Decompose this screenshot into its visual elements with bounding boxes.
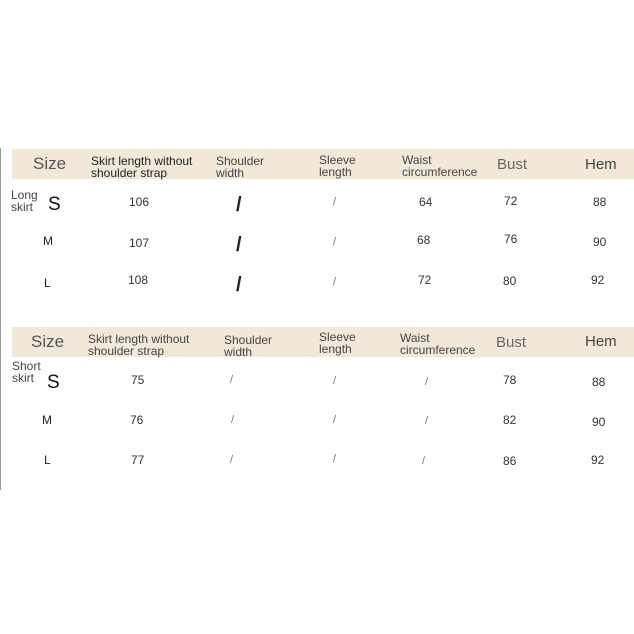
cell-bust: 76: [504, 232, 518, 246]
cell-skirt-length: 106: [129, 195, 150, 209]
cell-size: S: [47, 372, 60, 393]
cell-shoulder-width: /: [230, 374, 234, 386]
cell-sleeve-length: /: [333, 375, 337, 387]
cell-bust: 78: [503, 373, 517, 387]
cell-hem: 88: [592, 375, 606, 389]
cell-waist: /: [422, 455, 426, 467]
cell-bust: 72: [504, 194, 518, 208]
cell-size: S: [48, 194, 61, 215]
left-border-line: [0, 148, 1, 490]
group-label-short-skirt: Short skirt: [12, 359, 41, 385]
header-bust: Bust: [496, 334, 527, 351]
cell-sleeve-length: /: [333, 414, 337, 426]
header-size: Size: [31, 332, 65, 351]
cell-sleeve-length: /: [333, 196, 337, 208]
cell-hem: 92: [591, 453, 605, 467]
cell-waist: /: [425, 415, 429, 427]
cell-bust: 82: [503, 413, 517, 427]
cell-sleeve-length: /: [333, 276, 337, 288]
cell-size: L: [44, 453, 51, 467]
cell-sleeve-length: /: [333, 453, 337, 465]
header-size: Size: [33, 154, 67, 173]
header-bust: Bust: [497, 156, 528, 173]
cell-skirt-length: 108: [128, 273, 149, 287]
header-waist-circumference: Waist circumference: [400, 331, 476, 357]
cell-skirt-length: 77: [131, 453, 145, 467]
cell-size: M: [42, 413, 52, 427]
header-skirt-length: Skirt length without shoulder strap: [88, 332, 190, 358]
cell-size: M: [43, 234, 53, 248]
group-label-long-skirt: Long skirt: [11, 188, 38, 214]
cell-shoulder-width: /: [236, 194, 242, 216]
cell-shoulder-width: /: [236, 234, 242, 256]
header-shoulder-width: Shoulder width: [224, 333, 273, 359]
header-shoulder-width: Shoulder width: [216, 154, 265, 180]
cell-size: L: [44, 276, 51, 290]
header-waist-circumference: Waist circumference: [402, 153, 478, 179]
header-sleeve-length: Sleeve length: [319, 153, 356, 179]
header-skirt-length: Skirt length without shoulder strap: [91, 154, 193, 180]
cell-shoulder-width: /: [230, 454, 234, 466]
cell-skirt-length: 76: [130, 413, 144, 427]
header-sleeve-length: Sleeve length: [319, 330, 356, 356]
cell-skirt-length: 75: [131, 373, 145, 387]
cell-waist: 64: [419, 195, 433, 209]
cell-hem: 92: [591, 273, 605, 287]
cell-skirt-length: 107: [129, 236, 150, 250]
cell-bust: 80: [503, 274, 517, 288]
cell-shoulder-width: /: [236, 274, 242, 296]
cell-sleeve-length: /: [333, 236, 337, 248]
cell-waist: /: [425, 376, 429, 388]
cell-shoulder-width: /: [231, 414, 235, 426]
cell-hem: 88: [593, 195, 607, 209]
cell-bust: 86: [503, 454, 517, 468]
cell-waist: 68: [417, 233, 431, 247]
header-hem: Hem: [585, 333, 617, 350]
cell-waist: 72: [418, 273, 432, 287]
cell-hem: 90: [592, 415, 606, 429]
cell-hem: 90: [593, 235, 607, 249]
header-hem: Hem: [585, 156, 617, 173]
